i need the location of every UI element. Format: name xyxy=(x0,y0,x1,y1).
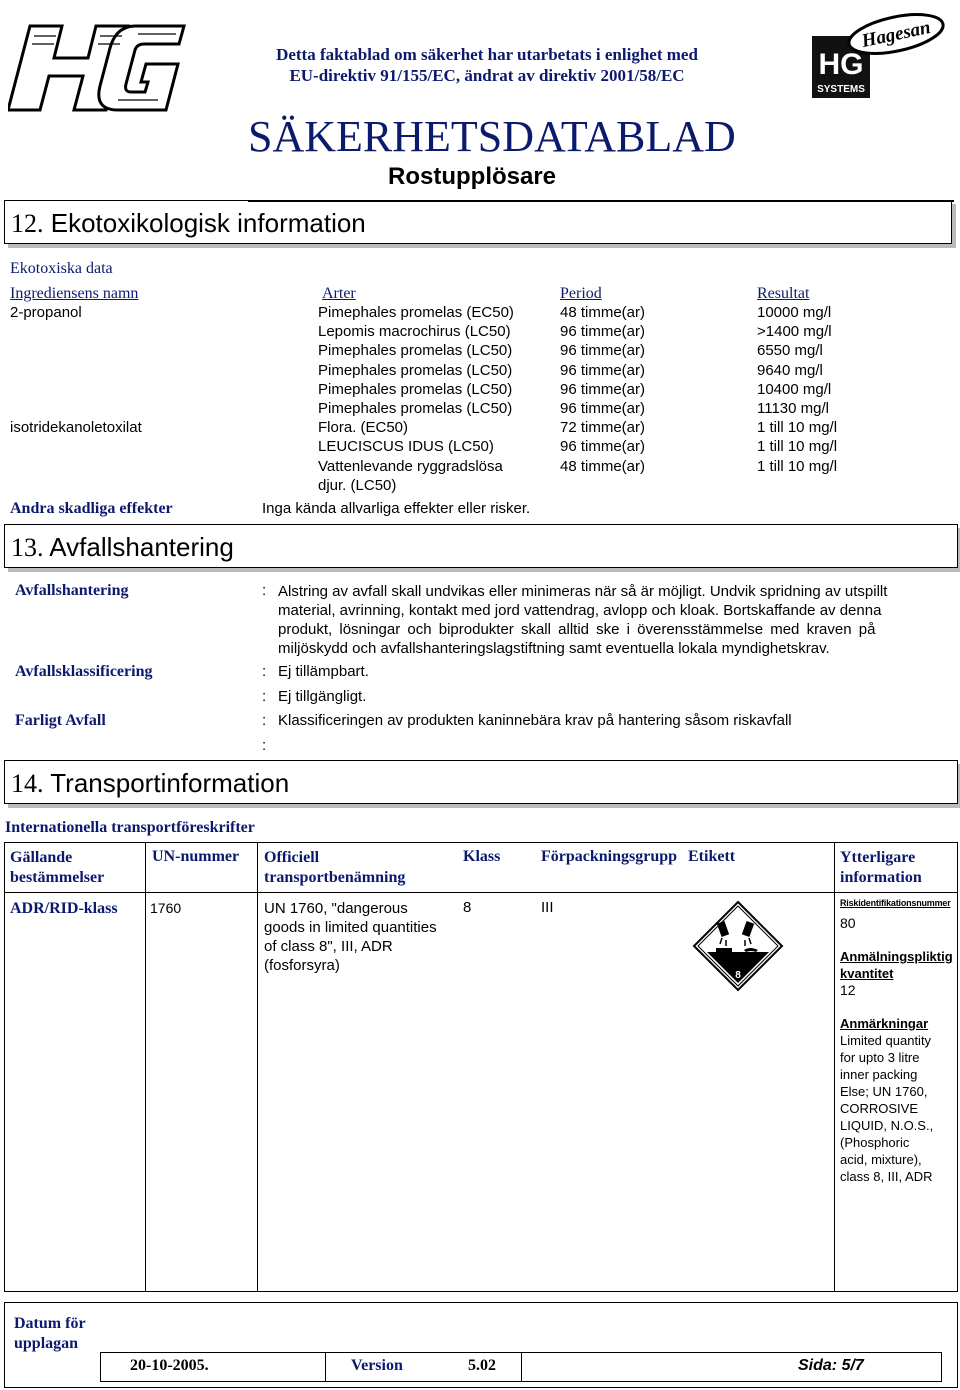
transport-table xyxy=(4,842,958,1292)
footer-version-value: 5.02 xyxy=(468,1357,496,1374)
hazardous-waste-colon: : xyxy=(262,712,267,729)
col-packing: Förpackningsgrupp xyxy=(541,848,678,865)
waste-line-3: produkt, lösningar och biprodukter skall alltid ske i överensstämmelse med kraven på xyxy=(278,621,876,638)
remarks-line: for upto 3 litre xyxy=(840,1050,920,1065)
reportable-label-2: kvantitet xyxy=(840,966,894,981)
reportable-value: 12 xyxy=(840,982,856,998)
row-regulation: ADR/RID-klass xyxy=(10,900,118,917)
row-packing: III xyxy=(541,899,554,916)
remarks-line: CORROSIVE xyxy=(840,1101,919,1116)
ecotox-cell-species: Pimephales promelas (LC50) xyxy=(318,361,513,379)
waste-label: Avfallshantering xyxy=(15,582,129,599)
ecotox-subheading: Ekotoxiska data xyxy=(10,260,113,277)
document-title: SÄKERHETSDATABLAD xyxy=(248,112,736,161)
section-14-header xyxy=(4,760,958,804)
risk-id-value: 80 xyxy=(840,915,856,931)
ecotox-cell-period: 48 timme(ar) xyxy=(560,304,646,321)
remarks-line: Limited quantity xyxy=(840,1033,932,1048)
ecotox-cell-period: 96 timme(ar) xyxy=(560,400,646,417)
trailing-colon: : xyxy=(262,737,267,754)
section-14-number: 14. xyxy=(11,769,44,798)
row-class: 8 xyxy=(463,899,472,916)
hagesan-badge xyxy=(806,4,956,104)
hazard-label-number: 8 xyxy=(735,970,741,981)
waste-colon: : xyxy=(262,582,267,599)
waste-text xyxy=(278,582,956,658)
other-effects-value: Inga kända allvarliga effekter eller risker. xyxy=(262,500,531,517)
ecotox-cell-species: Pimephales promelas (EC50) xyxy=(318,304,514,321)
footer-date-label-1: Datum för xyxy=(14,1315,86,1332)
ecotox-cell-result: 1 till 10 mg/l xyxy=(757,419,838,437)
remarks-line: (Phosphoric xyxy=(840,1135,910,1150)
availability-colon: : xyxy=(262,688,267,705)
classification-colon: : xyxy=(262,663,267,680)
brand-logo xyxy=(8,14,194,122)
svg-text:Hagesan: Hagesan xyxy=(859,16,933,53)
remarks-text xyxy=(840,1032,933,1185)
ecotox-cell-result: 1 till 10 mg/l xyxy=(757,438,838,456)
section-12-header xyxy=(4,200,952,244)
ecotox-cell-species: Lepomis macrochirus (LC50) xyxy=(318,323,511,341)
col-result: Resultat xyxy=(757,285,810,302)
remarks-line: acid, mixture), xyxy=(840,1152,922,1167)
reportable-label-1: Anmälningspliktig xyxy=(840,949,953,964)
ecotox-cell-species: Pimephales promelas (LC50) xyxy=(318,380,513,398)
ecotox-cell-species: Pimephales promelas (LC50) xyxy=(318,400,513,417)
col-name-2: transportbenämning xyxy=(264,869,406,886)
ecotox-cell-result: >1400 mg/l xyxy=(757,323,832,341)
classification-value: Ej tillämpbart. xyxy=(278,663,369,680)
ecotox-cell-species: Pimephales promelas (LC50) xyxy=(318,342,513,360)
footer-version-label: Version xyxy=(351,1357,403,1374)
remarks-label: Anmärkningar xyxy=(840,1016,929,1031)
row-un: 1760 xyxy=(150,900,182,916)
transport-divider-2 xyxy=(257,842,258,1292)
ecotox-cell-species: djur. (LC50) xyxy=(318,476,397,494)
transport-divider-1 xyxy=(145,842,146,1292)
footer-bar-divider-1 xyxy=(325,1352,326,1382)
section-13-title: Avfallshantering xyxy=(49,532,234,562)
ecotox-cell-species: Flora. (EC50) xyxy=(318,419,409,437)
ecotox-cell-result: 9640 mg/l xyxy=(757,361,823,379)
row-name-3: of class 8", III, ADR xyxy=(264,938,393,955)
svg-text:HG: HG xyxy=(818,48,864,81)
ecotox-cell-period: 96 timme(ar) xyxy=(560,380,646,398)
row-name-2: goods in limited quantities xyxy=(264,919,437,936)
footer-date-label-2: upplagan xyxy=(14,1335,79,1352)
product-name: Rostupplösare xyxy=(388,163,557,190)
waste-line-1: Alstring av avfall skall undvikas eller minimeras när så är möjligt. Undvik spridning av utspillt xyxy=(278,583,888,600)
availability-value: Ej tillgängligt. xyxy=(278,688,367,705)
section-13-number: 13. xyxy=(11,533,44,562)
ecotox-cell-period: 48 timme(ar) xyxy=(560,457,646,475)
directive-line-1: Detta faktablad om säkerhet har utarbetats i enlighet med xyxy=(276,45,698,64)
ecotox-cell-result: 1 till 10 mg/l xyxy=(757,457,838,475)
ecotox-cell-period: 96 timme(ar) xyxy=(560,342,646,360)
col-label: Etikett xyxy=(688,848,736,865)
ecotox-cell-period: 96 timme(ar) xyxy=(560,323,646,341)
remarks-line: Else; UN 1760, xyxy=(840,1084,928,1099)
remarks-line: LIQUID, N.O.S., xyxy=(840,1118,934,1133)
col-un: UN-nummer xyxy=(152,848,240,865)
remarks-line: inner packing xyxy=(840,1067,918,1082)
ecotox-cell-period: 72 timme(ar) xyxy=(560,419,646,437)
ecotox-cell-ingredient: 2-propanol xyxy=(10,304,82,321)
risk-id-label: Riskidentifikationsnummer xyxy=(840,898,951,908)
intl-transport-label: Internationella transportföreskrifter xyxy=(5,819,255,836)
footer-page: Sida: 5/7 xyxy=(798,1357,864,1374)
ecotox-cell-ingredient: isotridekanoletoxilat xyxy=(10,419,142,437)
ecotox-cell-result: 10400 mg/l xyxy=(757,380,832,398)
waste-line-4: miljöskydd och avfallshanteringslagstiftning samt eventuella lokala myndighetskrav. xyxy=(278,640,830,657)
row-name-4: (fosforsyra) xyxy=(264,957,340,974)
ecotox-cell-species: LEUCISCUS IDUS (LC50) xyxy=(318,438,494,456)
corrosive-hazard-icon xyxy=(692,900,784,992)
waste-line-2: material, avrinning, kontakt med jord vattendrag, avlopp och kloak. Bortskaffande av denna xyxy=(278,602,882,619)
ecotox-cell-period: 96 timme(ar) xyxy=(560,438,646,456)
hazardous-waste-value: Klassificeringen av produkten kaninnebära krav på hantering såsom riskavfall xyxy=(278,712,792,729)
col-name-1: Officiell xyxy=(264,849,320,866)
directive-line-2: EU-direktiv 91/155/EC, ändrat av direktiv 2001/58/EC xyxy=(289,66,685,85)
section-14-title: Transportinformation xyxy=(50,768,290,798)
ecotox-cell-result: 10000 mg/l xyxy=(757,304,832,321)
ecotox-cell-species: Vattenlevande ryggradslösa xyxy=(318,457,503,475)
transport-header-rule xyxy=(4,892,958,893)
ecotox-cell-result: 11130 mg/l xyxy=(757,400,829,417)
ecotox-cell-period: 96 timme(ar) xyxy=(560,361,646,379)
section-12-number: 12. xyxy=(11,209,44,238)
col-class: Klass xyxy=(463,848,501,865)
svg-text:SYSTEMS: SYSTEMS xyxy=(817,84,865,95)
ecotox-cell-result: 6550 mg/l xyxy=(757,342,823,360)
col-extra-1: Ytterligare xyxy=(840,849,916,866)
hazardous-waste-label: Farligt Avfall xyxy=(15,712,106,729)
footer-date-value: 20-10-2005. xyxy=(130,1357,209,1374)
section-12-title: Ekotoxikologisk information xyxy=(50,208,366,238)
transport-divider-3 xyxy=(834,842,835,1292)
footer-bar-divider-2 xyxy=(521,1352,522,1382)
other-effects-label: Andra skadliga effekter xyxy=(10,500,173,517)
col-extra-2: information xyxy=(840,869,922,886)
col-regulation-2: bestämmelser xyxy=(10,869,105,886)
col-ingredient: Ingrediensens namn xyxy=(10,285,139,302)
remarks-line: class 8, III, ADR xyxy=(840,1169,933,1184)
section-13-header xyxy=(4,524,958,568)
col-species: Arter xyxy=(322,285,356,302)
col-regulation-1: Gällande xyxy=(10,849,73,866)
col-period: Period xyxy=(560,285,602,302)
row-name-1: UN 1760, "dangerous xyxy=(264,900,408,917)
classification-label: Avfallsklassificering xyxy=(15,663,153,680)
